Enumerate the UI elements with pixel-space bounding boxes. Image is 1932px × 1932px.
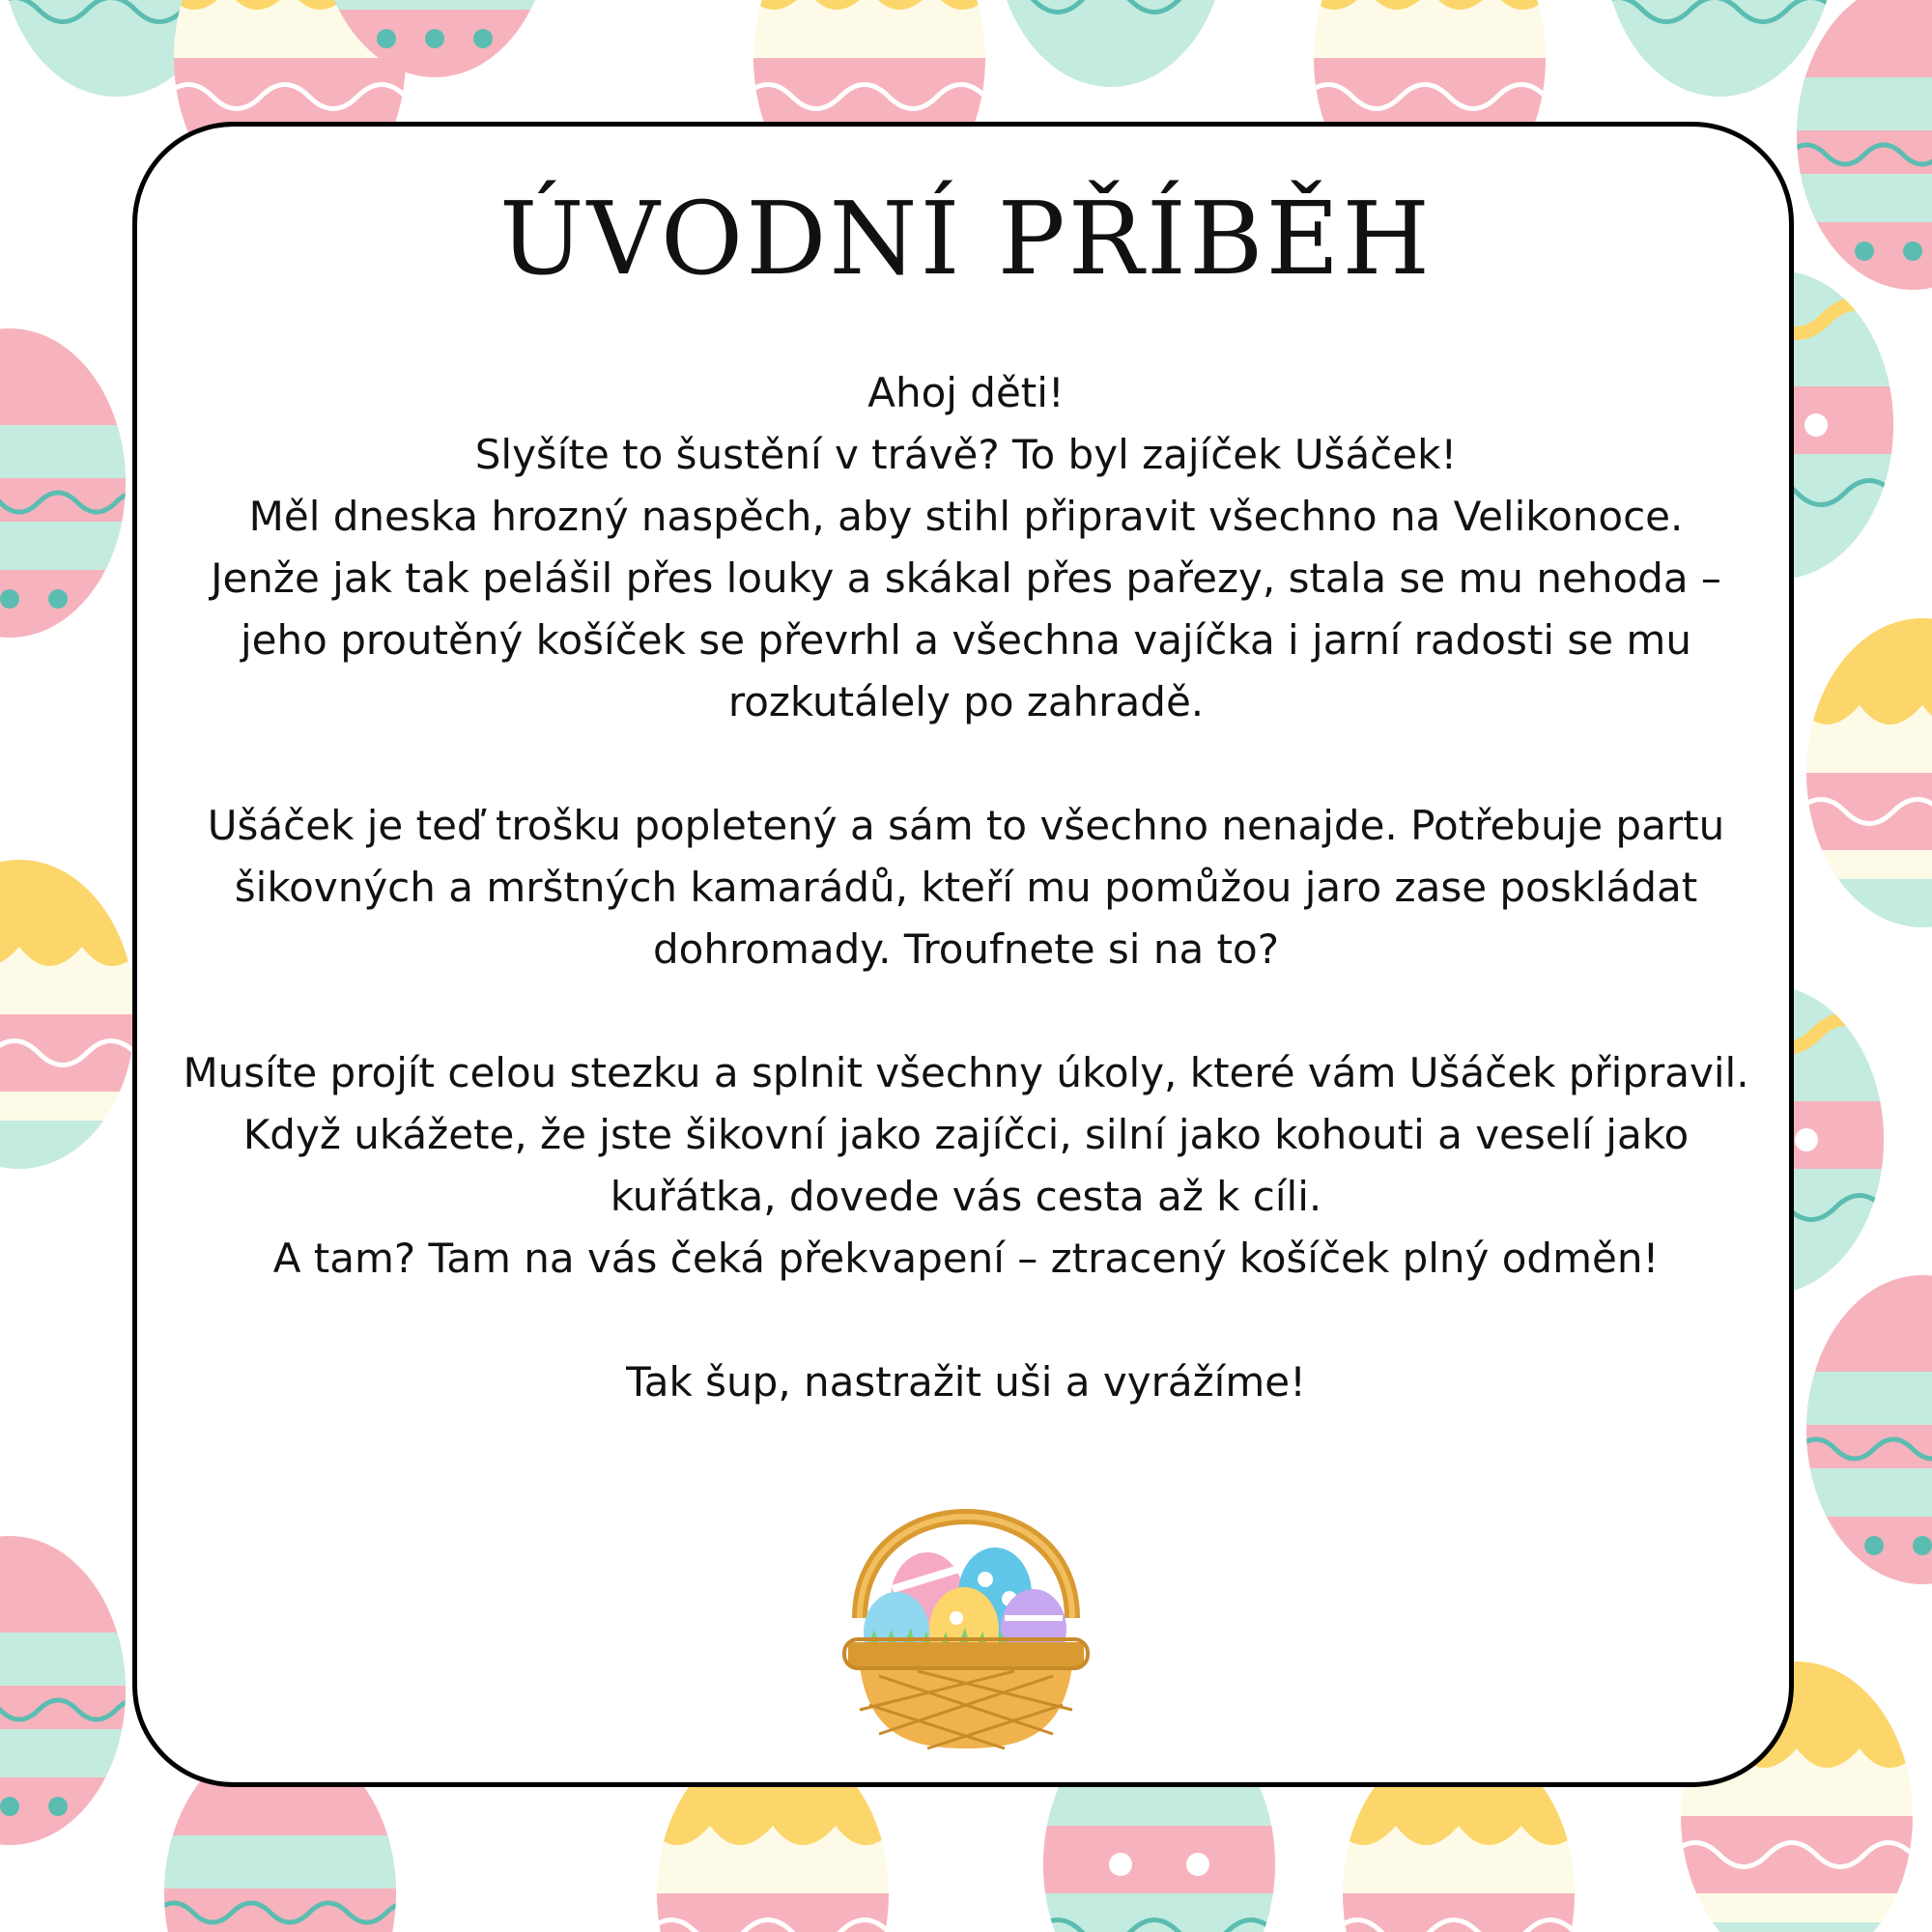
story-line: Ušáček je teď trošku popletený a sám to všechno nenajde. Potřebuje partu xyxy=(207,802,1725,849)
story-line: Musíte projít celou stezku a splnit všechny úkoly, které vám Ušáček připravil. xyxy=(183,1049,1749,1096)
story-line: kuřátka, dovede vás cesta až k cíli. xyxy=(610,1173,1322,1220)
story-line: Slyšíte to šustění v trávě? To byl zajíček Ušáček! xyxy=(474,431,1458,478)
story-line: Měl dneska hrozný naspěch, aby stihl připravit všechno na Velikonoce. xyxy=(248,493,1684,540)
story-line: Jenže jak tak pelášil přes louky a skákal přes pařezy, stala se mu nehoda – xyxy=(211,554,1721,602)
story-line: rozkutálely po zahradě. xyxy=(727,678,1205,725)
story-closing: Tak šup, nastražit uši a vyrážíme! xyxy=(626,1358,1306,1406)
story-line: Když ukážete, že jste šikovní jako zajíčci, silní jako kohouti a veselí jako xyxy=(242,1111,1690,1158)
story-line: šikovných a mrštných kamarádů, kteří mu pomůžou jaro zase poskládat xyxy=(234,864,1698,911)
story-greeting: Ahoj děti! xyxy=(867,369,1065,416)
story-line: A tam? Tam na vás čeká překvapení – ztracený košíček plný odměn! xyxy=(272,1235,1660,1282)
story-text xyxy=(155,362,1777,1413)
story-line: dohromady. Troufnete si na to? xyxy=(652,925,1279,973)
story-line: jeho proutěný košíček se převrhl a všechna vajíčka i jarní radosti se mu xyxy=(241,616,1691,664)
easter-basket-icon xyxy=(831,1473,1101,1753)
page-title: ÚVODNÍ PŘÍBĚH xyxy=(498,180,1434,298)
